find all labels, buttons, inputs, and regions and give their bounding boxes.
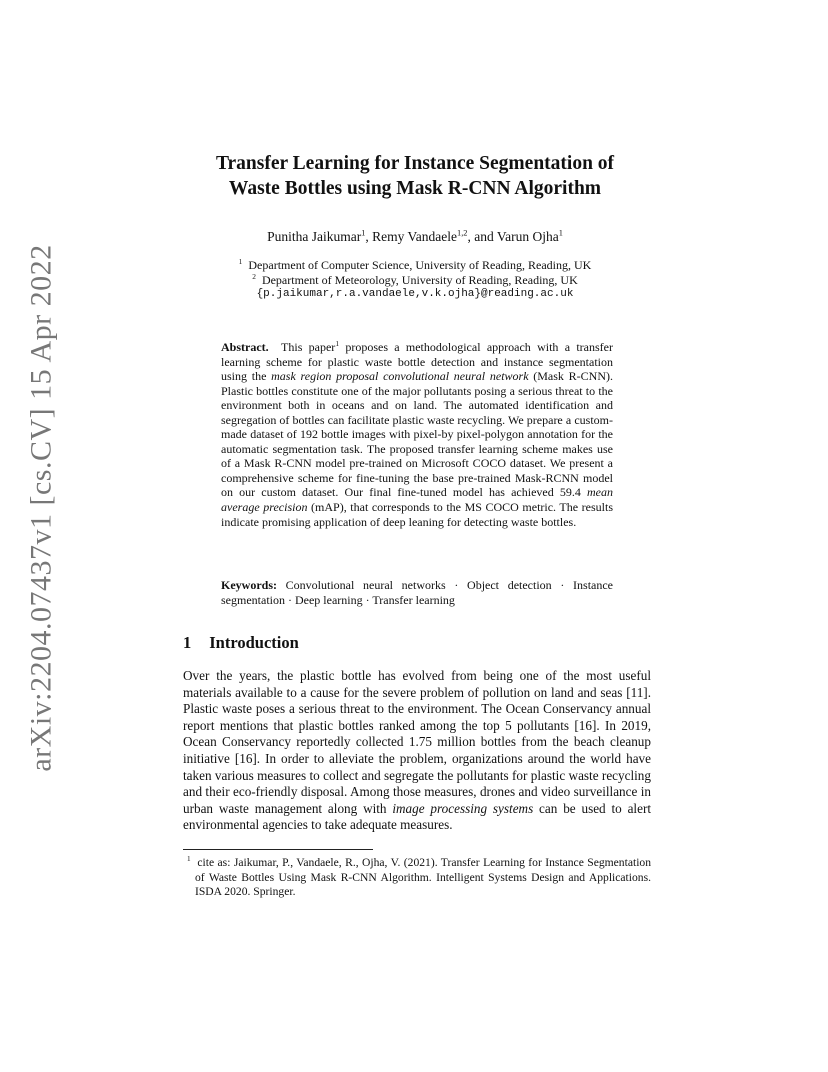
- intro-text: can be used to alert environmental agencies to take adequate measures.: [183, 800, 652, 833]
- arxiv-identifier: arXiv:2204.07437v1 [cs.CV] 15 Apr 2022: [25, 243, 59, 772]
- footnote: [183, 856, 651, 900]
- footnote-number: 1: [187, 855, 191, 864]
- footnote-mark: 1: [335, 339, 340, 348]
- author-emails: {p.jaikumar,r.a.vandaele,v.k.ojha}@reading.ac.uk: [256, 288, 574, 300]
- keywords-label: Keywords:: [221, 578, 277, 592]
- author-affil-mark: 1: [558, 228, 563, 238]
- abstract: [221, 340, 613, 529]
- intro-emphasis: image processing systems: [392, 800, 534, 816]
- abstract-text: proposes a methodological approach with a transfer learning scheme for plastic waste bottle detection and instance segmentation using the: [221, 340, 613, 384]
- intro-paragraph: [183, 668, 651, 834]
- section-number: 1: [183, 633, 192, 652]
- footnote-text: cite as: Jaikumar, P., Vandaele, R., Ojha, V. (2021). Transfer Learning for Instance Segmentation of Waste Bottles Using Mask R-CNN Algorithm. Intelligent Systems Design and Applications. ISDA 2020. Springer.: [195, 856, 652, 899]
- section-title: Introduction: [209, 633, 299, 652]
- author-affil-mark: 1: [361, 228, 366, 238]
- author-name: Varun Ojha: [496, 229, 559, 244]
- footnote-rule: [183, 849, 373, 850]
- keywords: [221, 578, 613, 608]
- abstract-label: Abstract.: [221, 340, 269, 354]
- title-line-2: Waste Bottles using Mask R-CNN Algorithm: [228, 178, 602, 199]
- author-affil-mark: 1,2: [457, 228, 468, 238]
- affiliation-text: Department of Meteorology, University of Reading, Reading, UK: [261, 272, 578, 287]
- intro-text: Over the years, the plastic bottle has evolved from being one of the most useful materials available to a cause for the severe problem of pollution on land and seas [11]. Plastic waste poses a serious threat to the environment. The Ocean Conservancy annual report mentions that plastic bottles ranked among the top 5 pollutants [16]. In 2019, Ocean Conservancy reportedly collected 1.75 million bottles from the beach cleanup initiative [16]. In order to alleviate the problem, organizations around the world have taken various measures to collect and segregate the pollutants for plastic waste recycling and their eco-friendly disposal. Among those measures, drones and video surveillance in urban waste management along with: [183, 668, 651, 816]
- keywords-text: Convolutional neural networks · Object detection · Instance segmentation · Deep learning · Transfer learning: [221, 578, 613, 607]
- affiliation-line: [150, 273, 680, 288]
- affiliation-mark: 2: [252, 271, 256, 281]
- affiliation-line: [150, 258, 680, 273]
- author-separator: , and: [467, 229, 497, 244]
- author-list: [150, 229, 680, 245]
- arxiv-sidebar: [22, 243, 62, 772]
- title-line-1: Transfer Learning for Instance Segmentation of: [215, 153, 615, 174]
- author-separator: ,: [365, 229, 373, 244]
- abstract-emphasis: mask region proposal convolutional neural network: [271, 369, 529, 384]
- affiliation-mark: 1: [238, 257, 243, 266]
- section-heading: [183, 633, 299, 653]
- affiliations: [150, 258, 680, 302]
- abstract-text: This paper: [281, 340, 336, 354]
- author-name: Remy Vandaele: [372, 229, 458, 244]
- paper-title: [150, 151, 680, 201]
- abstract-text: (Mask R-CNN). Plastic bottles constitute one of the major pollutants posing a serious threat to the environment both in oceans and on land. The automated identification and segregation of bottles can facilitate plastic waste recycling. We prepare a custom-made dataset of 192 bottle images with pixel-by pixel-polygon annotation for the automatic segmentation task. The proposed transfer learning scheme makes use of a Mask R-CNN model pre-trained on Microsoft COCO dataset. We present a comprehensive scheme for fine-tuning the base pre-trained Mask-RCNN model on our custom dataset. Our final fine-tuned model has achieved 59.4: [221, 369, 613, 500]
- affiliation-text: Department of Computer Science, University of Reading, Reading, UK: [248, 258, 592, 272]
- abstract-text: (mAP), that corresponds to the MS COCO metric. The results indicate promising application of deep leaning for detecting waste bottles.: [221, 500, 613, 529]
- author-name: Punitha Jaikumar: [267, 229, 362, 244]
- abstract-emphasis: mean average precision: [221, 485, 613, 515]
